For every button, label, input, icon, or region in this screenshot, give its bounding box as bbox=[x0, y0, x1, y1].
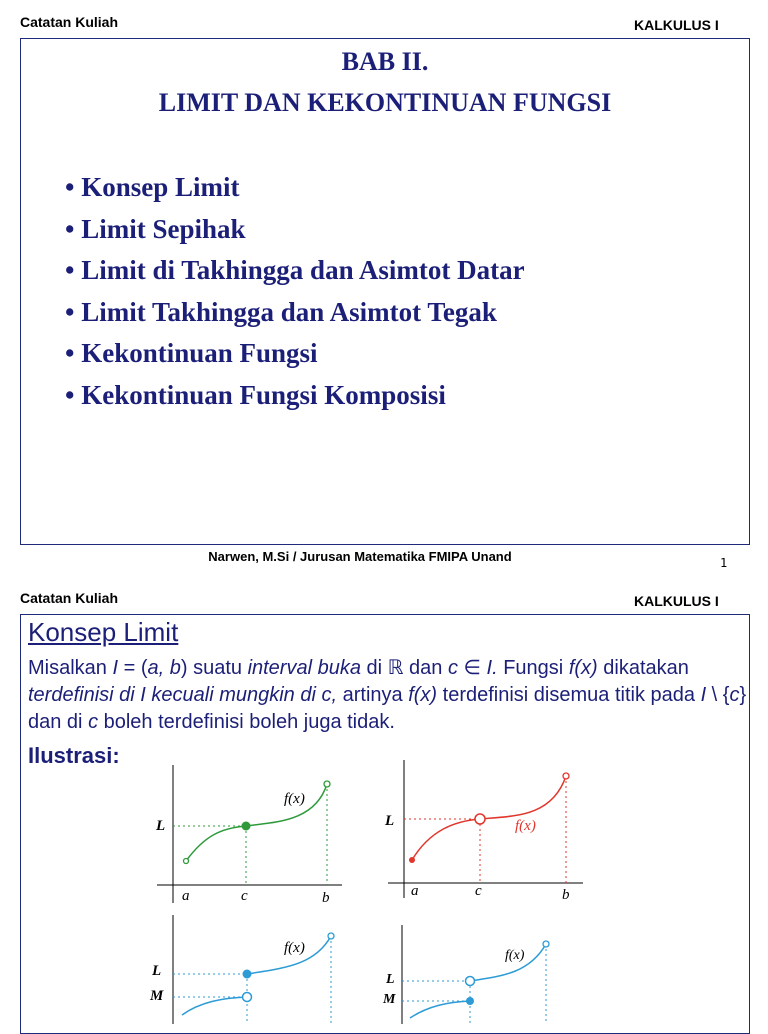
topic-item: • Limit di Takhingga dan Asimtot Datar bbox=[65, 255, 525, 285]
label-M: M bbox=[383, 992, 396, 1007]
graph-red bbox=[384, 760, 583, 903]
illustration-label: Ilustrasi: bbox=[28, 743, 120, 768]
label-fx: f(x) bbox=[284, 940, 305, 956]
header-left-1: Catatan Kuliah bbox=[20, 14, 119, 30]
label-fx: f(x) bbox=[515, 818, 536, 834]
graph-blue-jump-upper bbox=[149, 915, 334, 1024]
header-left-2: Catatan Kuliah bbox=[20, 590, 119, 606]
topic-item: • Kekontinuan Fungsi bbox=[65, 338, 318, 368]
graph-blue-jump-lower bbox=[382, 925, 549, 1024]
label-b: b bbox=[562, 887, 570, 903]
header-right-1: KALKULUS I bbox=[634, 17, 719, 33]
footer-author: Narwen, M.Si / Jurusan Matematika FMIPA Unand bbox=[208, 549, 512, 564]
label-c: c bbox=[475, 883, 482, 899]
page-number: 1 bbox=[720, 556, 728, 570]
topic-item: • Limit Sepihak bbox=[65, 213, 246, 244]
section-heading: Konsep Limit bbox=[28, 617, 179, 647]
topic-item: • Konsep Limit bbox=[65, 172, 240, 202]
label-L: L bbox=[152, 963, 162, 979]
label-a: a bbox=[411, 883, 419, 899]
label-L: L bbox=[385, 813, 395, 829]
topic-item: • Kekontinuan Fungsi Komposisi bbox=[65, 379, 446, 410]
label-fx: f(x) bbox=[505, 948, 525, 963]
label-L: L bbox=[386, 972, 395, 987]
label-L: L bbox=[156, 818, 166, 834]
header-right-2: KALKULUS I bbox=[634, 593, 719, 609]
label-fx: f(x) bbox=[284, 791, 305, 807]
label-a: a bbox=[182, 888, 190, 904]
label-c: c bbox=[241, 888, 248, 904]
graph-green bbox=[155, 765, 342, 906]
chapter-label: BAB II. bbox=[341, 47, 429, 76]
topic-item: • Limit Takhingga dan Asimtot Tegak bbox=[65, 296, 497, 327]
label-M: M bbox=[150, 988, 164, 1004]
chapter-title: LIMIT DAN KEKONTINUAN FUNGSI bbox=[158, 88, 612, 117]
definition-paragraph: Misalkan I = (a, b) suatu interval buka di ℝ dan c ∈ I. Fungsi f(x) dikatakan terdefinisi di I kecuali mungkin di c, artinya f(x) terdefinisi disemua titik pada I \ {c} dan di c boleh terdefinisi boleh juga tidak. bbox=[28, 657, 747, 733]
label-b: b bbox=[322, 890, 330, 906]
